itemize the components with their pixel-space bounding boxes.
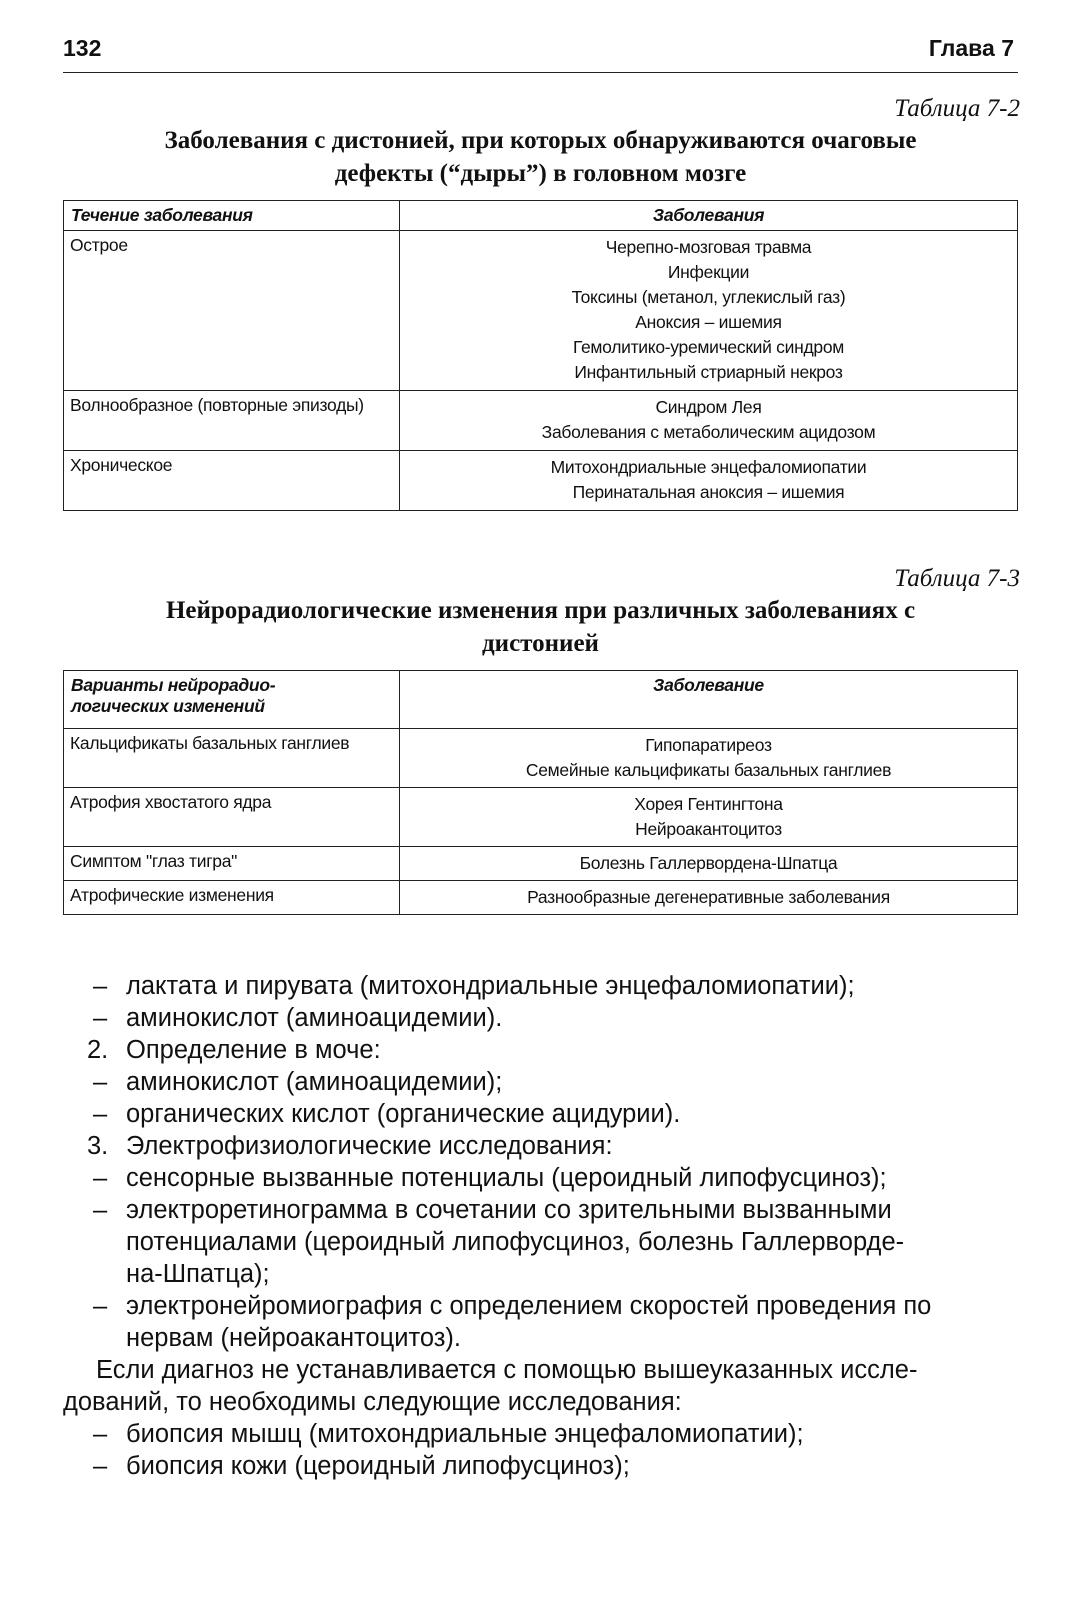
disease-line: Семейные кальцификаты базальных ганглиев xyxy=(525,760,892,780)
title-line: дефекты (“дыры”) в головном мозге xyxy=(334,160,747,187)
disease-line: Разнообразные дегенеративные заболевания xyxy=(527,887,890,907)
column-header-change xyxy=(64,671,400,729)
list-marker: – xyxy=(93,1292,108,1320)
list-item xyxy=(63,1066,1018,1098)
list-line: электроретинограмма в сочетании со зрительными вызванными xyxy=(126,1196,892,1224)
list-item xyxy=(63,1130,1018,1162)
table-row xyxy=(64,729,1018,788)
course-cell: Острое xyxy=(64,231,400,391)
disease-cell xyxy=(400,729,1018,788)
list-line: нервам (нейроакантоцитоз). xyxy=(126,1324,462,1352)
list-marker: – xyxy=(93,1100,108,1128)
list-item xyxy=(63,1418,1018,1450)
disease-line: Гипопаратиреоз xyxy=(645,735,772,755)
list-marker: – xyxy=(93,1420,108,1448)
list-item xyxy=(63,1098,1018,1130)
page-number: 132 xyxy=(63,35,102,61)
disease-line: Синдром Лея xyxy=(655,397,762,417)
list-marker: – xyxy=(93,972,108,1000)
diseases-cell xyxy=(400,391,1018,451)
list-item xyxy=(63,1002,1018,1034)
title-line: Заболевания с дистонией, при которых обнаруживаются очаговые xyxy=(164,127,917,154)
body-text xyxy=(63,970,1018,1482)
disease-line: Нейроакантоцитоз xyxy=(635,819,782,839)
disease-cell xyxy=(400,788,1018,847)
table-7-3 xyxy=(63,670,1018,915)
table-7-3-title xyxy=(63,594,1018,660)
diseases-cell xyxy=(400,451,1018,511)
list-item xyxy=(63,1290,1018,1354)
disease-line: Черепно-мозговая травма xyxy=(605,237,812,257)
column-header-diseases: Заболевания xyxy=(400,201,1018,231)
change-cell: Атрофия хвостатого ядра xyxy=(64,788,400,847)
list-line: Определение в моче: xyxy=(126,1036,381,1064)
list-marker: – xyxy=(93,1452,108,1480)
list-line: лактата и пирувата (митохондриальные энцефаломиопатии); xyxy=(126,972,855,1000)
paragraph xyxy=(63,1354,1018,1418)
list-line: биопсия мышц (митохондриальные энцефаломиопатии); xyxy=(126,1420,804,1448)
header-line: Варианты нейрорадио- xyxy=(71,675,276,695)
table-row xyxy=(64,231,1018,391)
disease-line: Токсины (метанол, углекислый газ) xyxy=(571,287,846,307)
change-cell: Атрофические изменения xyxy=(64,881,400,915)
table-row xyxy=(64,788,1018,847)
change-cell: Симптом "глаз тигра" xyxy=(64,847,400,881)
list-marker: 3. xyxy=(87,1132,109,1160)
disease-line: Митохондриальные энцефаломиопатии xyxy=(550,457,867,477)
disease-line: Хорея Гентингтона xyxy=(634,794,783,814)
list-line: аминокислот (аминоацидемии). xyxy=(126,1004,503,1032)
list-line: на-Шпатца); xyxy=(126,1260,270,1288)
disease-line: Инфекции xyxy=(667,262,750,282)
list-line: сенсорные вызванные потенциалы (цероидный липофусциноз); xyxy=(126,1164,887,1192)
disease-line: Болезнь Галлервордена-Шпатца xyxy=(579,853,838,873)
column-header-disease: Заболевание xyxy=(400,671,1018,729)
disease-line: Гемолитико-уремический синдром xyxy=(572,337,844,357)
list-marker: – xyxy=(93,1196,108,1224)
list-marker: – xyxy=(93,1068,108,1096)
list-line: Электрофизиологические исследования: xyxy=(126,1132,613,1160)
list-line: аминокислот (аминоацидемии); xyxy=(126,1068,503,1096)
list-marker: 2. xyxy=(87,1036,109,1064)
disease-line: Перинатальная аноксия – ишемия xyxy=(572,482,845,502)
list-marker: – xyxy=(93,1004,108,1032)
course-cell: Волнообразное (повторные эпизоды) xyxy=(64,391,400,451)
disease-line: Инфантильный стриарный некроз xyxy=(574,362,843,382)
table-7-3-label: Таблица 7-3 xyxy=(894,565,1020,592)
table-row xyxy=(64,881,1018,915)
table-row xyxy=(64,451,1018,511)
change-cell: Кальцификаты базальных ганглиев xyxy=(64,729,400,788)
list-line: органических кислот (органические ацидурии). xyxy=(126,1100,681,1128)
list-line: биопсия кожи (цероидный липофусциноз); xyxy=(126,1452,630,1480)
list-item xyxy=(63,1034,1018,1066)
table-7-2-label: Таблица 7-2 xyxy=(894,95,1020,122)
list-item xyxy=(63,970,1018,1002)
table-row xyxy=(64,391,1018,451)
table-7-2-title xyxy=(63,124,1018,190)
list-marker: – xyxy=(93,1164,108,1192)
list-line: потенциалами (цероидный липофусциноз, болезнь Галлерворде- xyxy=(126,1228,905,1256)
diseases-cell xyxy=(400,231,1018,391)
list-item xyxy=(63,1162,1018,1194)
table-7-2 xyxy=(63,200,1018,511)
list-item xyxy=(63,1194,1018,1290)
table-row xyxy=(64,847,1018,881)
title-line: Нейрорадиологические изменения при различных заболеваниях с xyxy=(165,597,916,624)
disease-line: Аноксия – ишемия xyxy=(635,312,782,332)
column-header-course: Течение заболевания xyxy=(64,201,400,231)
list-item xyxy=(63,1450,1018,1482)
paragraph-line: Если диагноз не устанавливается с помощью вышеуказанных иссле- xyxy=(96,1356,918,1384)
disease-cell xyxy=(400,847,1018,881)
list-line: электронейромиография с определением скоростей проведения по xyxy=(126,1292,932,1320)
running-header xyxy=(63,32,1018,73)
disease-line: Заболевания с метаболическим ацидозом xyxy=(541,422,876,442)
paragraph-line: дований, то необходимы следующие исследования: xyxy=(63,1388,682,1416)
title-line: дистонией xyxy=(482,630,599,657)
disease-cell xyxy=(400,881,1018,915)
table-header-row xyxy=(64,671,1018,729)
course-cell: Хроническое xyxy=(64,451,400,511)
table-header-row xyxy=(64,201,1018,231)
header-line: логических изменений xyxy=(71,696,265,716)
chapter-label: Глава 7 xyxy=(928,35,1014,61)
